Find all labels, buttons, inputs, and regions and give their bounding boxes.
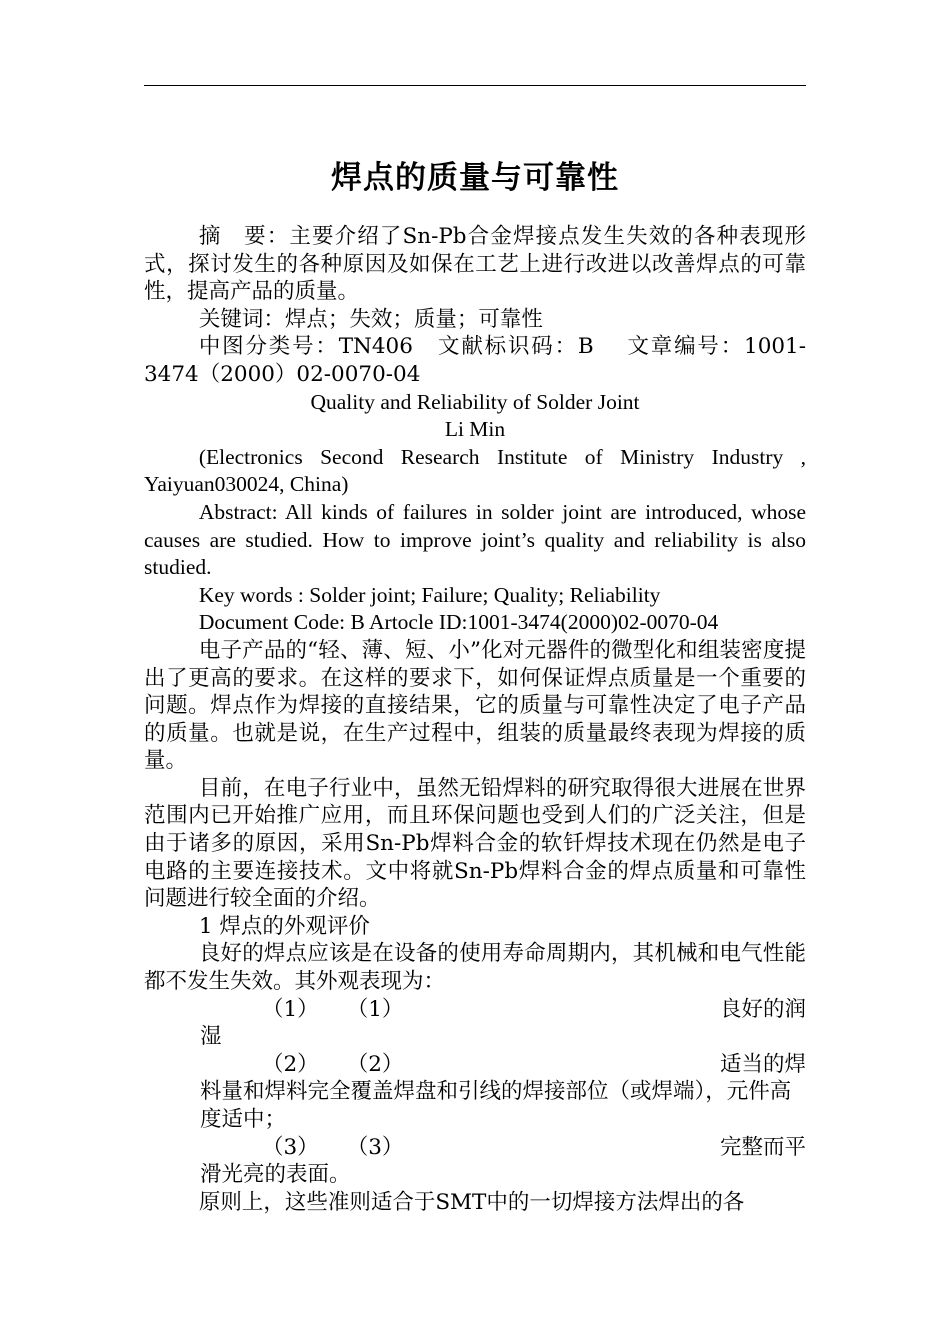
title-en: Quality and Reliability of Solder Joint (310, 389, 640, 414)
intro-paragraph-1: 电子产品的“轻、薄、短、小”化对元器件的微型化和组装密度提出了更高的要求。在这样的要求下，如何保证焊点质量是一个重要的问题。焊点作为焊接的直接结果，它的质量与可靠性决定了电子产品的质量。也就是说，在生产过程中，组装的质量最终表现为焊接的质量。 (144, 637, 806, 774)
paper-body (144, 223, 806, 1216)
affiliation-en: (Electronics Second Research Institute of Ministry Industry , Yaiyuan030024, China) (144, 444, 806, 497)
classification-cn: 中图分类号：TN406 文献标识码：B 文章编号：1001-3474（2000）02-0070-04 (144, 334, 806, 387)
list-item-number: （1） （1） (262, 996, 404, 1022)
list-item (144, 996, 806, 1051)
keywords-en: Key words : Solder joint; Failure; Quality; Reliability (198, 582, 661, 607)
abstract-cn (144, 223, 806, 306)
header-rule (144, 85, 806, 86)
list-item-head: 适当的焊 (719, 1051, 806, 1077)
list-item-number: （2） （2） (262, 1051, 404, 1077)
list-item-head: 良好的润 (719, 996, 806, 1022)
intro-paragraph-2: 目前，在电子行业中，虽然无铅焊料的研究取得很大进展在世界范围内已开始推广应用，而且环保问题也受到人们的广泛关注，但是由于诸多的原因，采用Sn-Pb焊料合金的软钎焊技术现在仍然是电子电路的主要连接技术。文中将就Sn-Pb焊料合金的焊点质量和可靠性问题进行较全面的介绍。 (144, 775, 806, 912)
appearance-paragraph: 良好的焊点应该是在设备的使用寿命周期内，其机械和电气性能都不发生失效。其外观表现为： (144, 941, 806, 995)
principle-paragraph: 原则上，这些准则适合于SMT中的一切焊接方法焊出的各 (198, 1189, 745, 1215)
list-item (144, 1051, 806, 1134)
section-heading-1: 1 焊点的外观评价 (198, 913, 370, 939)
doc-code-en: Document Code: B Artocle ID:1001-3474(2000)02-0070-04 (198, 610, 719, 635)
list-item-rest: 湿 (200, 1024, 222, 1050)
keywords-cn: 关键词：焊点；失效；质量；可靠性 (198, 306, 543, 332)
abstract-cn-text: 主要介绍了Sn-Pb合金焊接点发生失效的各种表现形式，探讨发生的各种原因及如保在工艺上进行改进以改善焊点的可靠性，提高产品的质量。 (144, 224, 806, 305)
list-item-number: （3） （3） (262, 1134, 404, 1160)
author-en: Li Min (444, 417, 506, 442)
list-item-head: 完整而平 (719, 1134, 806, 1160)
list-item (144, 1134, 806, 1189)
abstract-cn-label: 摘 要： (198, 224, 290, 249)
abstract-en: Abstract: All kinds of failures in solder joint are introduced, whose causes are studied. How to improve joint’s quality and reliability is also studied. (144, 499, 806, 580)
list-item-rest: 滑光亮的表面。 (200, 1162, 351, 1188)
paper-title: 焊点的质量与可靠性 (331, 160, 619, 196)
list-item-rest: 料量和焊料完全覆盖焊盘和引线的焊接部位（或焊端），元件高度适中； (200, 1079, 792, 1132)
